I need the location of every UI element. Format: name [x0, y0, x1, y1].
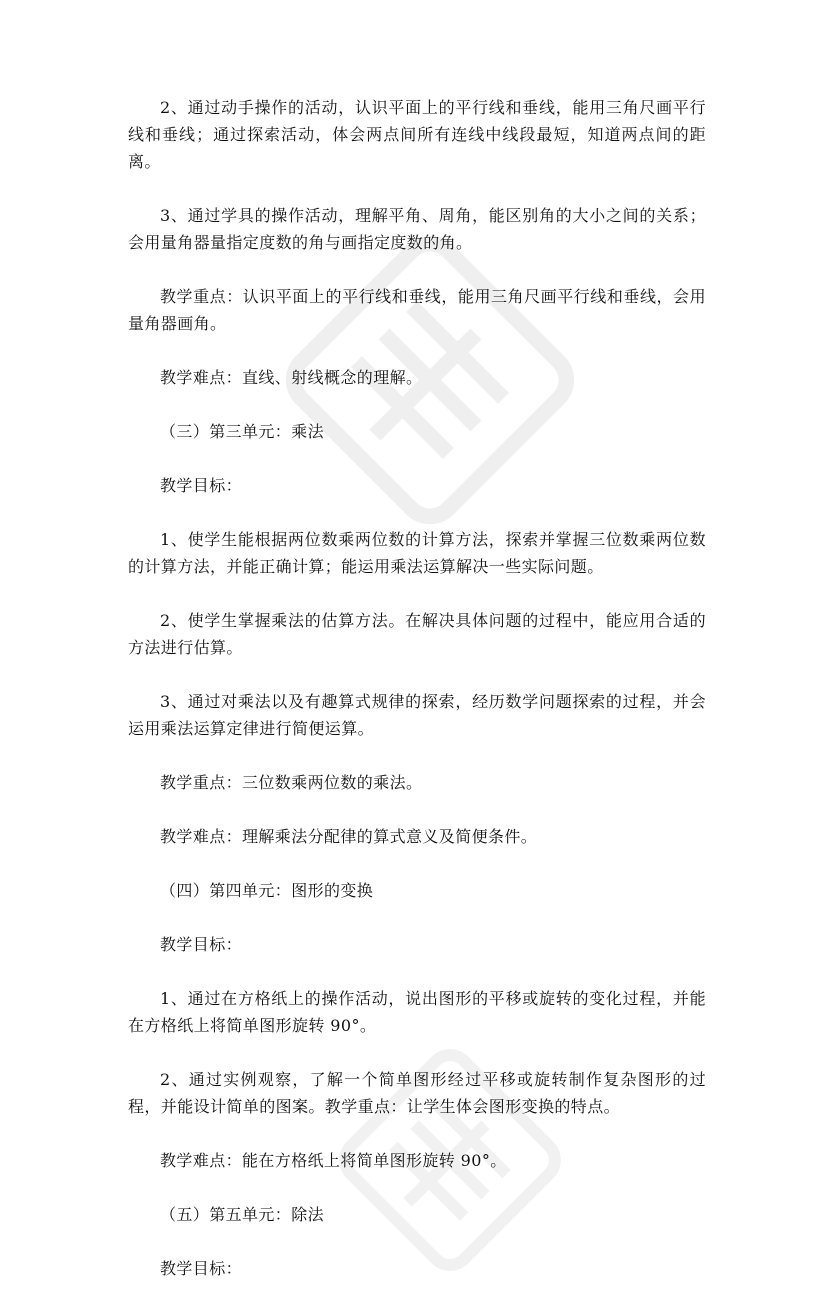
paragraph-difficulty: 教学难点：直线、射线概念的理解。 [160, 368, 423, 387]
paragraph-objectives-label: 教学目标： [160, 476, 243, 495]
document-body [128, 94, 706, 1309]
section-heading-unit-4: （四）第四单元：图形的变换 [160, 881, 374, 900]
paragraph-objective-3: 3、通过对乘法以及有趣算式规律的探索，经历数学问题探索的过程，并会运用乘法运算定律进行简便运算。 [128, 692, 706, 738]
paragraph-objective-1: 1、使学生能根据两位数乘两位数的计算方法，探索并掌握三位数乘两位数的计算方法，并能正确计算；能运用乘法运算解决一些实际问题。 [128, 530, 706, 576]
paragraph-key-point: 教学重点：认识平面上的平行线和垂线，能用三角尺画平行线和垂线，会用量角器画角。 [128, 287, 706, 333]
paragraph-difficulty: 教学难点：理解乘法分配律的算式意义及简便条件。 [160, 827, 538, 846]
paragraph-objective-2: 2、通过实例观察，了解一个简单图形经过平移或旋转制作复杂图形的过程，并能设计简单的图案。教学重点：让学生体会图形变换的特点。 [128, 1070, 706, 1116]
section-heading-unit-3: （三）第三单元：乘法 [160, 422, 325, 441]
paragraph-objectives-label: 教学目标： [160, 935, 243, 954]
paragraph-objective-2: 2、使学生掌握乘法的估算方法。在解决具体问题的过程中，能应用合适的方法进行估算。 [128, 611, 706, 657]
paragraph-objective-3: 3、通过学具的操作活动，理解平角、周角，能区别角的大小之间的关系；会用量角器量指定度数的角与画指定度数的角。 [128, 206, 706, 252]
paragraph-objective-1: 1、通过在方格纸上的操作活动，说出图形的平移或旋转的变化过程，并能在方格纸上将简单图形旋转 90°。 [128, 989, 706, 1035]
section-heading-unit-5: （五）第五单元：除法 [160, 1205, 325, 1224]
paragraph-difficulty: 教学难点：能在方格纸上将简单图形旋转 90°。 [160, 1151, 507, 1170]
paragraph-key-point: 教学重点：三位数乘两位数的乘法。 [160, 773, 423, 792]
paragraph-objectives-label: 教学目标： [160, 1259, 243, 1278]
paragraph-objective-2: 2、通过动手操作的活动，认识平面上的平行线和垂线，能用三角尺画平行线和垂线；通过探索活动，体会两点间所有连线中线段最短，知道两点间的距离。 [128, 98, 706, 171]
